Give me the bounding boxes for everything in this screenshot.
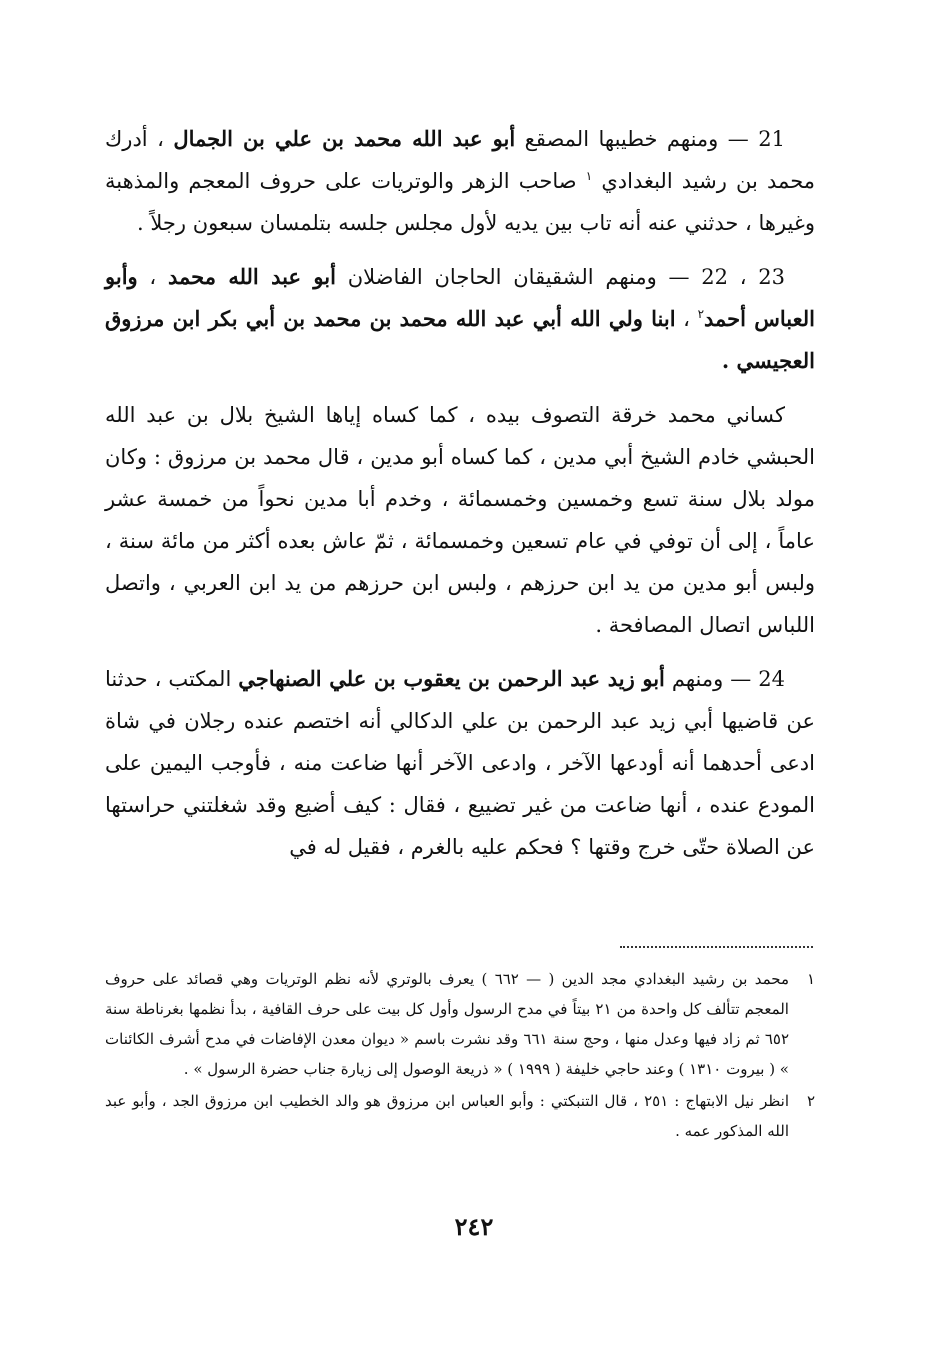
person-name: أبو عبد الله محمد bbox=[167, 264, 336, 289]
intro-text: ومنهم bbox=[664, 667, 724, 691]
person-name: وأبو العباس أحمد bbox=[105, 264, 815, 331]
body-text: ، أدرك محمد بن رشيد البغدادي bbox=[105, 127, 815, 193]
separator: ، bbox=[675, 307, 698, 331]
footnote-divider bbox=[620, 946, 813, 948]
separator: ، bbox=[137, 265, 168, 289]
footnote-number: ١ bbox=[806, 970, 815, 988]
paragraph-24 bbox=[105, 658, 815, 868]
page-number: ٢٤٢ bbox=[454, 1212, 494, 1241]
paragraph-22-23 bbox=[105, 256, 815, 382]
dash: — bbox=[656, 265, 702, 289]
footnote-1 bbox=[105, 964, 815, 1084]
lineage-text: ابنا ولي الله أبي عبد الله محمد بن محمد بن أبي بكر ابن مرزوق العجيسي . bbox=[105, 306, 815, 373]
footnotes bbox=[105, 964, 815, 1148]
person-name: أبو عبد الله محمد بن علي بن الجمال bbox=[173, 126, 516, 151]
entry-number: 22 ، 23 bbox=[701, 265, 786, 289]
dash: — bbox=[723, 667, 759, 691]
footnote-text: محمد بن رشيد البغدادي مجد الدين ( — ٦٦٢ ) يعرف بالوتري لأنه نظم الوتريات وهي قصائد على حروف المعجم تتألف كل واحدة من ٢١ بيتاً في مدح الرسول وأول كل بيت على حرف القافية ، بدأ نظمها بغرناطة سنة ٦٥٢ ثم زاد فيها وعدل منها ، وحج سنة ٦٦١ وقد نشرت باسم « ديوان معدن الإفاضات في مدح أشرف الكائنات » ( بيروت ١٣١٠ ) وعند حاجي خليفة ( ١٩٩٩ ) « ذريعة الوصول إلى زيارة جناب حضرة الرسول » . bbox=[105, 970, 790, 1078]
paragraph-21 bbox=[105, 118, 815, 244]
main-text bbox=[105, 118, 815, 868]
entry-number: 24 bbox=[758, 667, 786, 691]
footnote-ref-1[interactable]: ١ bbox=[585, 169, 593, 183]
footnote-number: ٢ bbox=[806, 1092, 815, 1110]
entry-number: 21 bbox=[758, 127, 785, 151]
body-text: صاحب الزهر والوتريات على حروف المعجم والمذهبة وغيرها ، حدثني عنه أنه تاب بين يديه لأول مجلس جلسه بتلمسان سبعون رجلاً . bbox=[105, 169, 815, 235]
person-name: أبو زيد عبد الرحمن بن يعقوب بن علي الصنهاجي bbox=[238, 666, 665, 691]
footnote-ref-2[interactable]: ٢ bbox=[697, 307, 705, 321]
footnote-2 bbox=[105, 1086, 815, 1146]
body-text: المكتب ، حدثنا عن قاضيها أبي زيد عبد الرحمن بن علي الدكالي أنه اختصم عنده رجلان في شاة ادعى أحدهما أنه أودعها الآخر ، وادعى الآخر أنها ضاعت منه ، فأوجب اليمين على المودع عنده ، أنها ضاعت من غير تضييع ، فقال : كيف أضيع وقد شغلتني حراستها عن الصلاة حتّى خرج وقتها ؟ فحكم عليه بالغرم ، فقيل له في bbox=[105, 667, 815, 859]
footnote-text: انظر نيل الابتهاج : ٢٥١ ، قال التنبكتي : وأبو العباس ابن مرزوق هو والد الخطيب ابن مرزوق الجد ، وأبو عبد الله المذكور عمه . bbox=[105, 1092, 789, 1140]
intro-text: ومنهم الشقيقان الحاجان الفاضلان bbox=[335, 265, 657, 289]
paragraph-khirqa: كساني محمد خرقة التصوف بيده ، كما كساه إياها الشيخ بلال بن عبد الله الحبشي خادم الشيخ أبي مدين ، كما كساه أبو مدين ، قال محمد بن مرزوق : وكان مولد بلال سنة تسع وخمسين وخمسمائة ، وخدم أبا مدين نحواً من خمسة عشر عاماً ، إلى أن توفي في عام تسعين وخمسمائة ، ثمّ عاش بعده أكثر من مائة سنة ، ولبس أبو مدين من يد ابن حرزهم ، ولبس ابن حرزهم من يد ابن العربي ، واتصل اللباس اتصال المصافحة . bbox=[105, 403, 815, 637]
dash: — bbox=[718, 127, 759, 151]
intro-text: ومنهم خطيبها المصقع bbox=[515, 127, 719, 151]
